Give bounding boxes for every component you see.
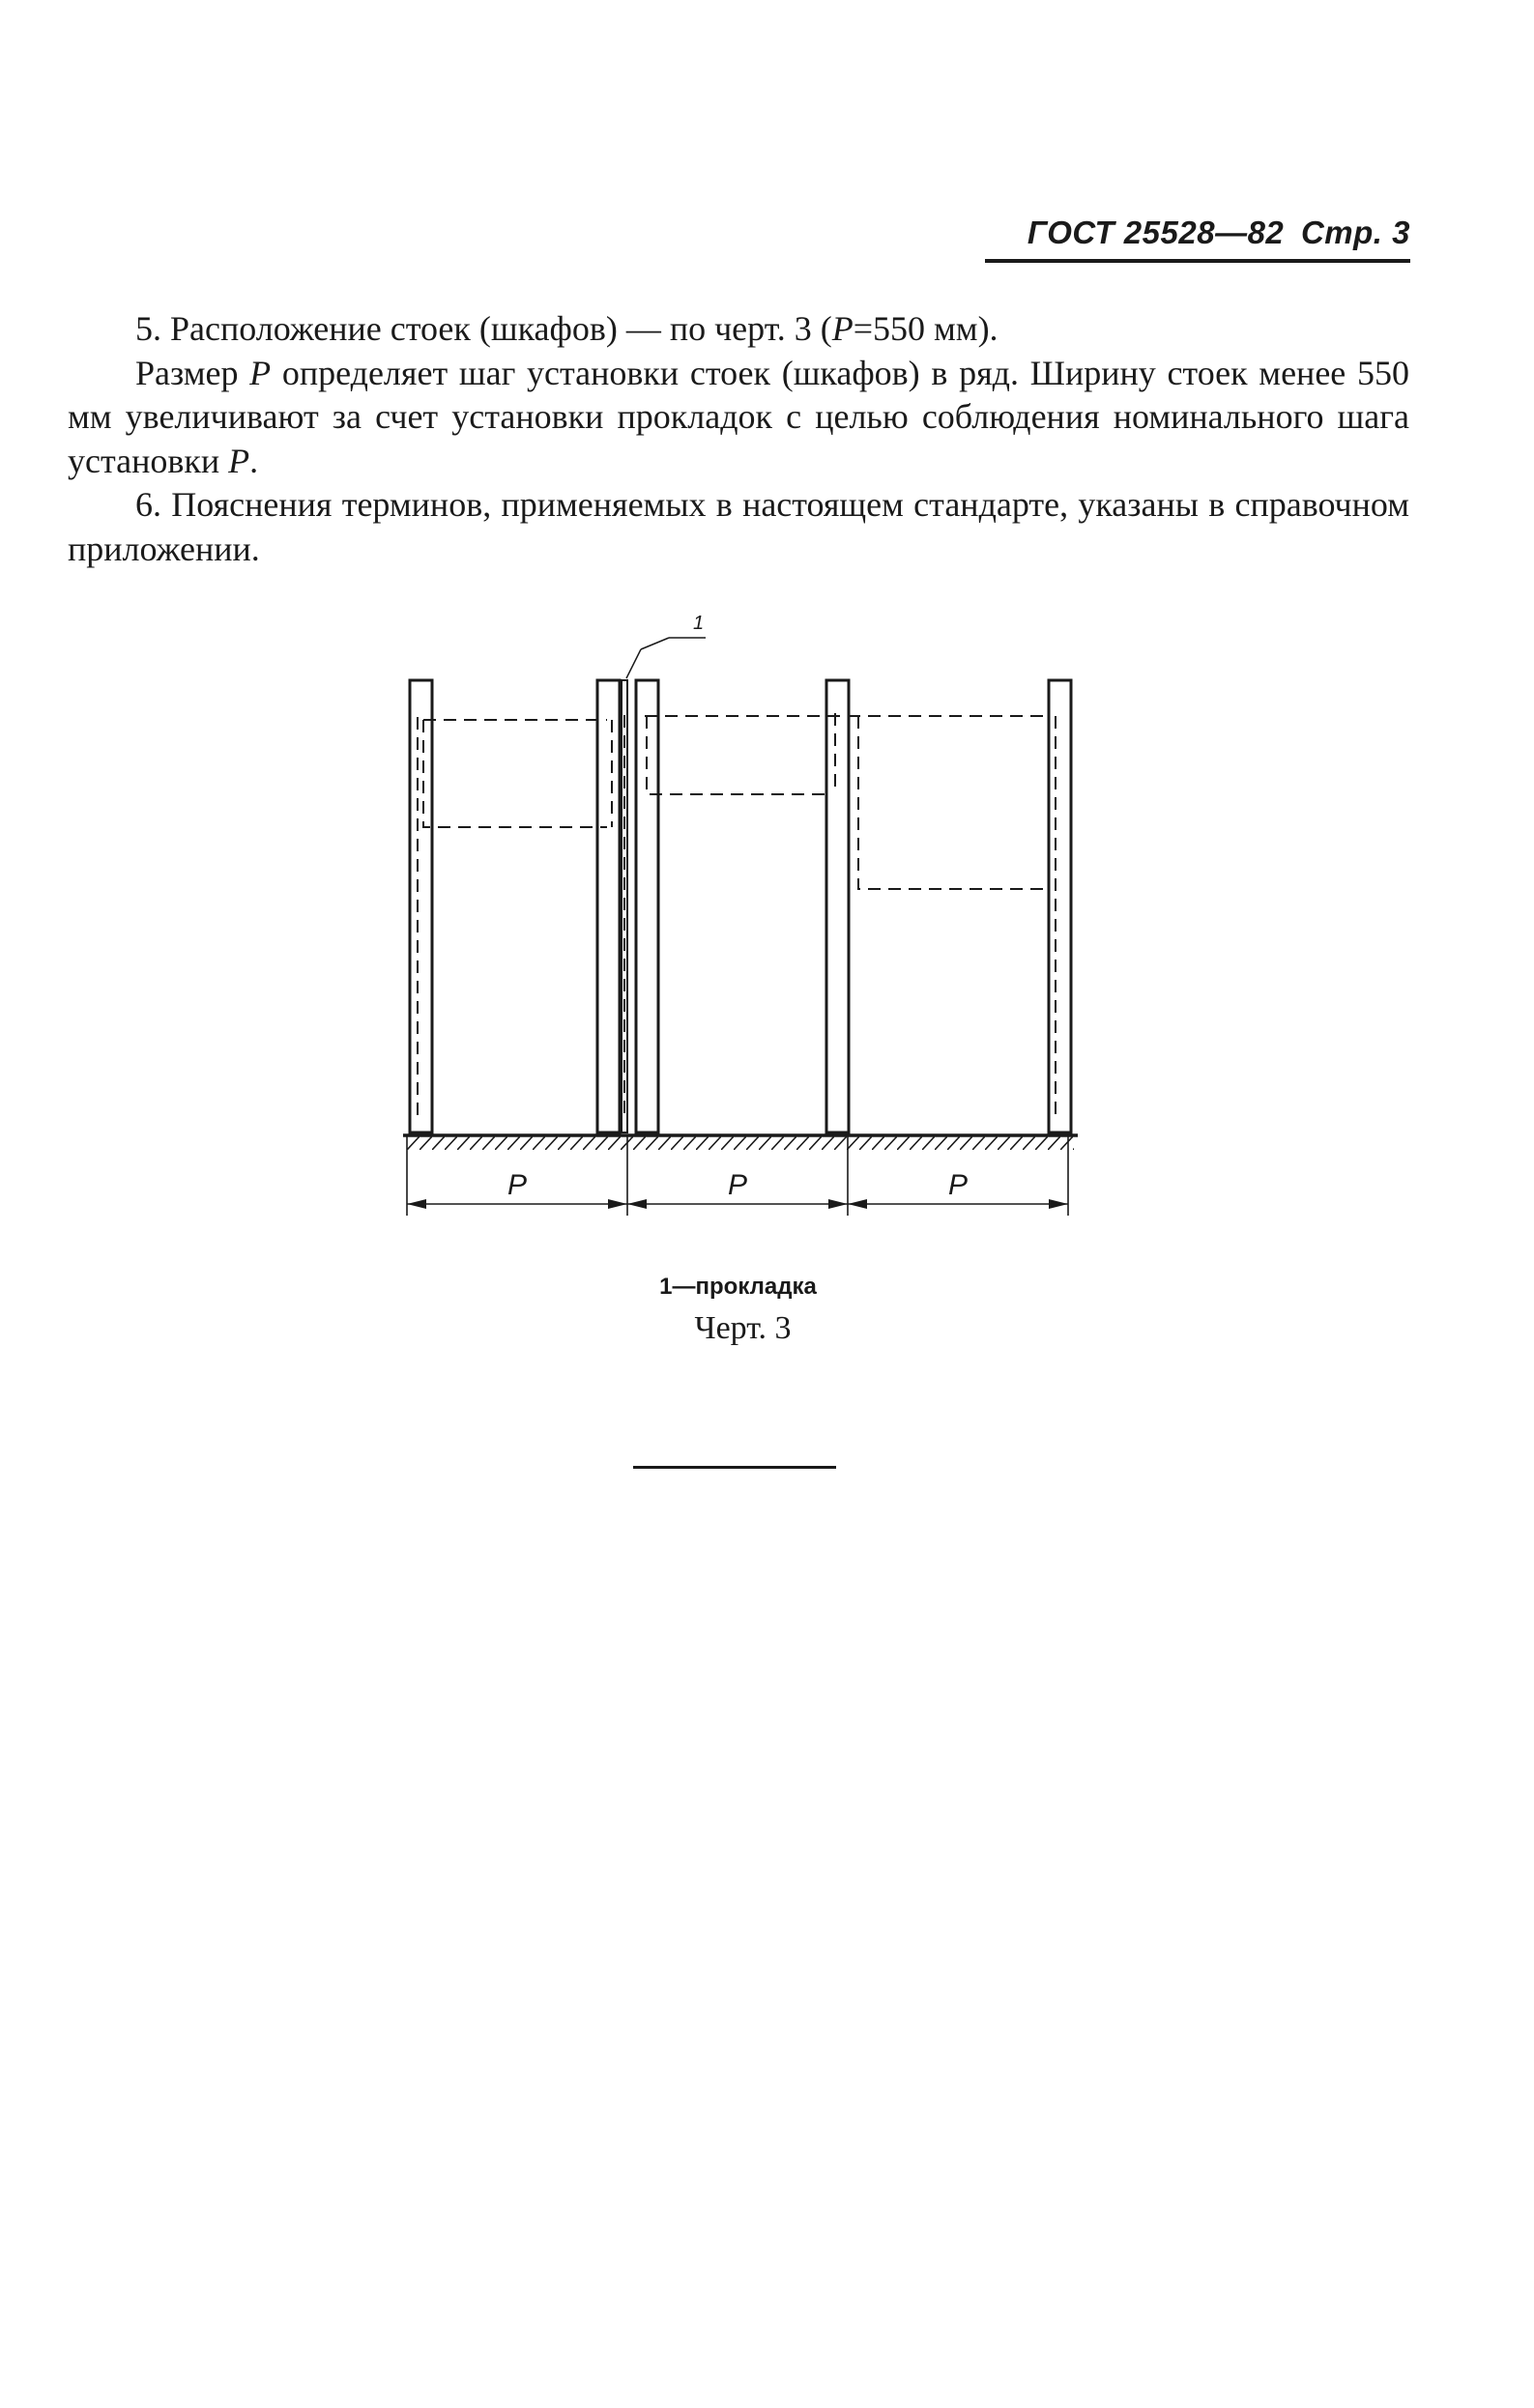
figure-legend: 1—прокладка [659,1274,817,1300]
pitch-label: P [727,1169,748,1201]
rack-post [597,680,620,1132]
standard-number: ГОСТ 25528—82 [1027,215,1285,250]
floor [403,1135,1078,1150]
paragraph-size [68,352,1409,484]
paragraph-5-text-a: 5. Расположение стоек (шкафов) — по черт. 3 ( [135,309,832,348]
rack-post [826,680,849,1132]
paragraph-size-text-c: . [249,441,259,480]
pitch-label: P [947,1169,969,1201]
rack-posts [410,680,1071,1132]
dimension-labels [507,1169,968,1201]
callout-1 [626,613,706,678]
page-header [985,215,1410,263]
end-rule [633,1466,836,1469]
hidden-line [858,716,1049,889]
hidden-line [647,716,829,794]
hidden-line [423,720,607,827]
body-text [68,307,1409,571]
page-number: Стр. 3 [1300,215,1410,250]
figure-title: Черт. 3 [694,1310,792,1346]
paragraph-5 [68,307,1409,352]
rack-layout-drawing [382,609,1087,1227]
paragraph-6: 6. Пояснения терминов, применяемых в настоящем стандарте, указаны в справочном приложении. [68,485,1409,568]
rack-post [410,680,432,1132]
variable-p: P [831,309,854,348]
variable-p: P [228,441,250,480]
callout-number: 1 [693,613,705,634]
hidden-outlines [418,713,1056,1121]
paragraph-size-text-b: определяет шаг установки стоек (шкафов) в ряд. Ширину стоек менее 550 мм увеличивают за счет установки прокладок с целью соблюдения номинального шага установки [68,353,1409,480]
paragraph-5-text-b: =550 мм). [853,309,999,348]
rack-post [1049,680,1071,1132]
variable-p: P [249,353,272,392]
pitch-label: P [507,1169,528,1201]
paragraph-size-text-a: Размер [135,353,250,392]
